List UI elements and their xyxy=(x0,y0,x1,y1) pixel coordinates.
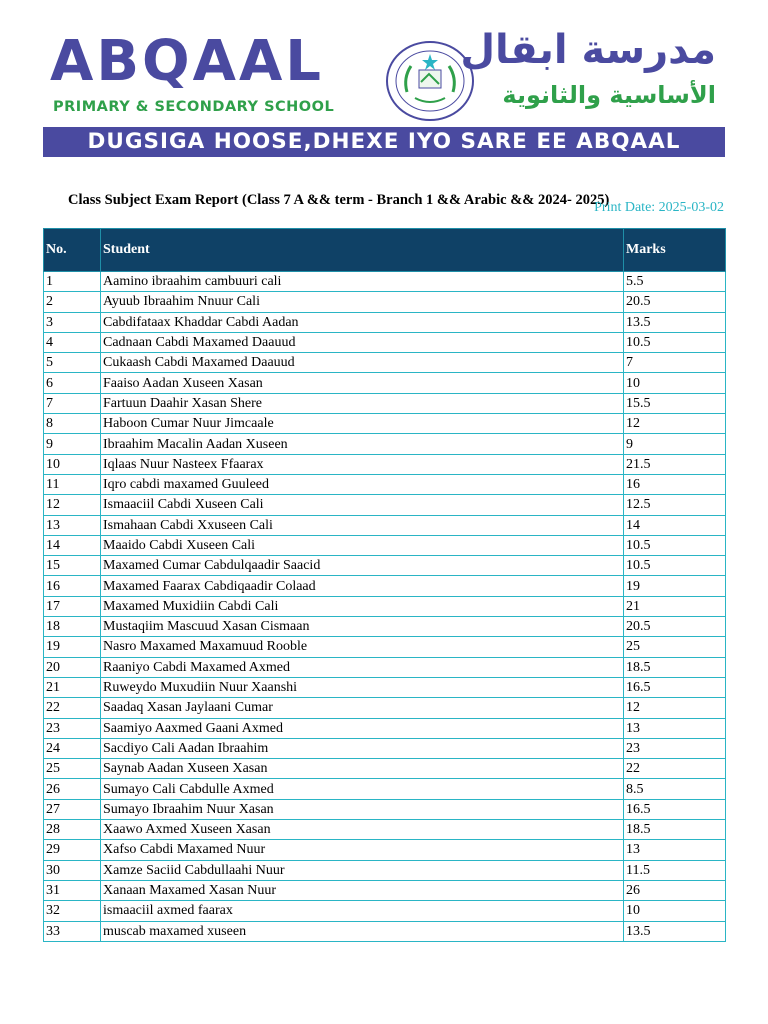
cell-no: 24 xyxy=(44,738,101,758)
cell-marks: 9 xyxy=(624,434,726,454)
cell-marks: 13.5 xyxy=(624,921,726,941)
cell-no: 18 xyxy=(44,617,101,637)
cell-no: 2 xyxy=(44,292,101,312)
cell-no: 21 xyxy=(44,677,101,697)
cell-student: muscab maxamed xuseen xyxy=(101,921,624,941)
table-row xyxy=(44,272,726,292)
cell-no: 5 xyxy=(44,353,101,373)
table-row xyxy=(44,414,726,434)
table-row xyxy=(44,759,726,779)
cell-student: Ismaaciil Cabdi Xuseen Cali xyxy=(101,495,624,515)
cell-marks: 10.5 xyxy=(624,332,726,352)
cell-marks: 20.5 xyxy=(624,292,726,312)
cell-student: Nasro Maxamed Maxamuud Rooble xyxy=(101,637,624,657)
cell-marks: 11.5 xyxy=(624,860,726,880)
cell-no: 28 xyxy=(44,820,101,840)
cell-student: Xamze Saciid Cabdullaahi Nuur xyxy=(101,860,624,880)
cell-student: Sumayo Cali Cabdulle Axmed xyxy=(101,779,624,799)
arabic-school-subtitle: الأساسية والثانوية xyxy=(502,81,716,109)
cell-student: Faaiso Aadan Xuseen Xasan xyxy=(101,373,624,393)
table-row xyxy=(44,718,726,738)
cell-marks: 13 xyxy=(624,840,726,860)
cell-student: Maaido Cabdi Xuseen Cali xyxy=(101,535,624,555)
table-header xyxy=(44,229,726,272)
cell-student: Xafso Cabdi Maxamed Nuur xyxy=(101,840,624,860)
cell-marks: 21.5 xyxy=(624,454,726,474)
cell-marks: 25 xyxy=(624,637,726,657)
cell-no: 13 xyxy=(44,515,101,535)
table-row xyxy=(44,840,726,860)
cell-no: 7 xyxy=(44,393,101,413)
table-row xyxy=(44,515,726,535)
cell-marks: 15.5 xyxy=(624,393,726,413)
table-row xyxy=(44,353,726,373)
cell-student: Sacdiyo Cali Aadan Ibraahim xyxy=(101,738,624,758)
school-brand-name: ABQAAL xyxy=(50,29,324,94)
cell-student: Ibraahim Macalin Aadan Xuseen xyxy=(101,434,624,454)
table-row xyxy=(44,657,726,677)
cell-marks: 23 xyxy=(624,738,726,758)
cell-marks: 19 xyxy=(624,576,726,596)
table-row xyxy=(44,556,726,576)
cell-no: 3 xyxy=(44,312,101,332)
cell-no: 9 xyxy=(44,434,101,454)
cell-marks: 22 xyxy=(624,759,726,779)
cell-marks: 21 xyxy=(624,596,726,616)
arabic-school-name: مدرسة ابقال xyxy=(460,27,716,73)
table-row xyxy=(44,373,726,393)
cell-marks: 10 xyxy=(624,901,726,921)
school-banner: DUGSIGA HOOSE,DHEXE IYO SARE EE ABQAAL xyxy=(43,127,725,157)
cell-no: 22 xyxy=(44,698,101,718)
cell-marks: 12 xyxy=(624,698,726,718)
cell-marks: 20.5 xyxy=(624,617,726,637)
cell-student: ismaaciil axmed faarax xyxy=(101,901,624,921)
cell-student: Saadaq Xasan Jaylaani Cumar xyxy=(101,698,624,718)
cell-marks: 16.5 xyxy=(624,677,726,697)
cell-marks: 7 xyxy=(624,353,726,373)
cell-student: Xanaan Maxamed Xasan Nuur xyxy=(101,880,624,900)
table-row xyxy=(44,454,726,474)
cell-marks: 26 xyxy=(624,880,726,900)
table-row xyxy=(44,637,726,657)
cell-no: 16 xyxy=(44,576,101,596)
cell-student: Aamino ibraahim cambuuri cali xyxy=(101,272,624,292)
cell-marks: 13.5 xyxy=(624,312,726,332)
cell-marks: 10.5 xyxy=(624,535,726,555)
table-row xyxy=(44,921,726,941)
col-header-marks: Marks xyxy=(624,229,726,272)
cell-student: Fartuun Daahir Xasan Shere xyxy=(101,393,624,413)
table-row xyxy=(44,393,726,413)
cell-no: 23 xyxy=(44,718,101,738)
cell-no: 25 xyxy=(44,759,101,779)
cell-marks: 18.5 xyxy=(624,820,726,840)
table-row xyxy=(44,312,726,332)
table-row xyxy=(44,698,726,718)
cell-student: Saamiyo Aaxmed Gaani Axmed xyxy=(101,718,624,738)
cell-no: 15 xyxy=(44,556,101,576)
table-body xyxy=(44,272,726,942)
cell-no: 14 xyxy=(44,535,101,555)
cell-no: 20 xyxy=(44,657,101,677)
cell-no: 29 xyxy=(44,840,101,860)
cell-student: Haboon Cumar Nuur Jimcaale xyxy=(101,414,624,434)
cell-student: Saynab Aadan Xuseen Xasan xyxy=(101,759,624,779)
table-row xyxy=(44,799,726,819)
table-row xyxy=(44,434,726,454)
table-row xyxy=(44,617,726,637)
table-row xyxy=(44,576,726,596)
cell-student: Cabdifataax Khaddar Cabdi Aadan xyxy=(101,312,624,332)
cell-no: 33 xyxy=(44,921,101,941)
cell-no: 17 xyxy=(44,596,101,616)
cell-marks: 10.5 xyxy=(624,556,726,576)
table-row xyxy=(44,677,726,697)
cell-student: Maxamed Cumar Cabdulqaadir Saacid xyxy=(101,556,624,576)
cell-no: 8 xyxy=(44,414,101,434)
cell-student: Ismahaan Cabdi Xxuseen Cali xyxy=(101,515,624,535)
table-row xyxy=(44,535,726,555)
cell-no: 11 xyxy=(44,474,101,494)
cell-student: Mustaqiim Mascuud Xasan Cismaan xyxy=(101,617,624,637)
print-date: Print Date: 2025-03-02 xyxy=(594,200,724,215)
cell-no: 30 xyxy=(44,860,101,880)
cell-marks: 12 xyxy=(624,414,726,434)
cell-marks: 14 xyxy=(624,515,726,535)
cell-student: Cukaash Cabdi Maxamed Daauud xyxy=(101,353,624,373)
col-header-no: No. xyxy=(44,229,101,272)
cell-no: 1 xyxy=(44,272,101,292)
cell-marks: 16 xyxy=(624,474,726,494)
table-row xyxy=(44,292,726,312)
cell-marks: 12.5 xyxy=(624,495,726,515)
table-row xyxy=(44,820,726,840)
table-row xyxy=(44,901,726,921)
header-row xyxy=(44,229,726,272)
cell-no: 19 xyxy=(44,637,101,657)
table-row xyxy=(44,779,726,799)
exam-report-table xyxy=(43,228,726,942)
cell-marks: 13 xyxy=(624,718,726,738)
cell-student: Raaniyo Cabdi Maxamed Axmed xyxy=(101,657,624,677)
table-row xyxy=(44,495,726,515)
table-row xyxy=(44,860,726,880)
table-row xyxy=(44,596,726,616)
cell-student: Iqro cabdi maxamed Guuleed xyxy=(101,474,624,494)
cell-student: Maxamed Muxidiin Cabdi Cali xyxy=(101,596,624,616)
table-row xyxy=(44,880,726,900)
cell-no: 32 xyxy=(44,901,101,921)
cell-no: 4 xyxy=(44,332,101,352)
cell-student: Maxamed Faarax Cabdiqaadir Colaad xyxy=(101,576,624,596)
cell-student: Ayuub Ibraahim Nnuur Cali xyxy=(101,292,624,312)
cell-student: Cadnaan Cabdi Maxamed Daauud xyxy=(101,332,624,352)
cell-marks: 18.5 xyxy=(624,657,726,677)
cell-marks: 10 xyxy=(624,373,726,393)
table-row xyxy=(44,738,726,758)
cell-marks: 5.5 xyxy=(624,272,726,292)
cell-no: 12 xyxy=(44,495,101,515)
school-subtitle: PRIMARY & SECONDARY SCHOOL xyxy=(53,99,335,115)
cell-student: Iqlaas Nuur Nasteex Ffaarax xyxy=(101,454,624,474)
cell-student: Ruweydo Muxudiin Nuur Xaanshi xyxy=(101,677,624,697)
report-title: Class Subject Exam Report (Class 7 A && term - Branch 1 && Arabic && 2024- 2025) xyxy=(68,192,610,208)
cell-no: 10 xyxy=(44,454,101,474)
cell-marks: 8.5 xyxy=(624,779,726,799)
cell-no: 31 xyxy=(44,880,101,900)
cell-student: Xaawo Axmed Xuseen Xasan xyxy=(101,820,624,840)
cell-no: 26 xyxy=(44,779,101,799)
cell-student: Sumayo Ibraahim Nuur Xasan xyxy=(101,799,624,819)
cell-no: 6 xyxy=(44,373,101,393)
table-row xyxy=(44,332,726,352)
cell-marks: 16.5 xyxy=(624,799,726,819)
col-header-student: Student xyxy=(101,229,624,272)
cell-no: 27 xyxy=(44,799,101,819)
table-row xyxy=(44,474,726,494)
